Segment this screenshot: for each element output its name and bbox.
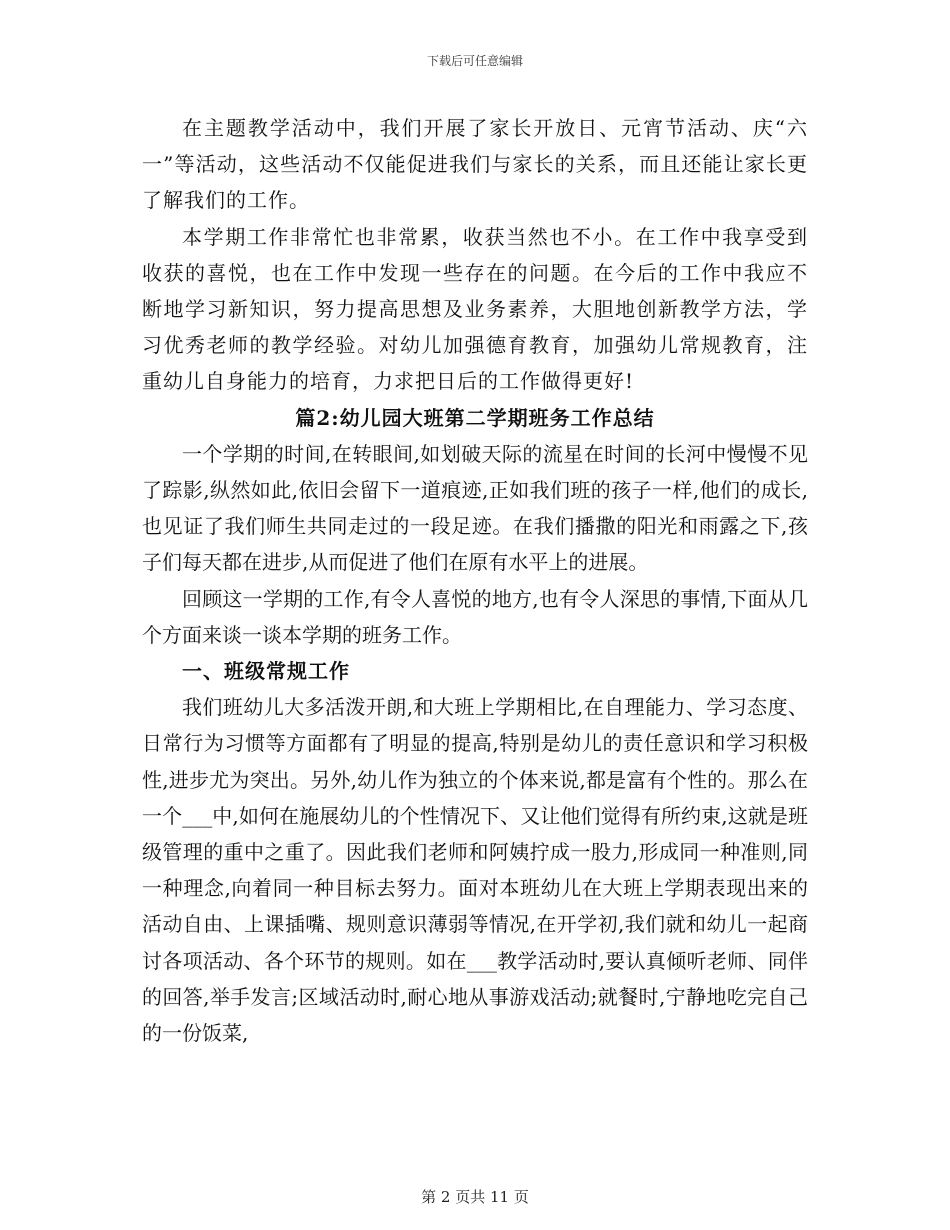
subheading-class-routine: 一、班级常规工作 — [182, 659, 350, 684]
paragraph-semester-summary: 本学期工作非常忙也非常累，收获当然也不小。在工作中我享受到收获的喜悦，也在工作中发现一些存在的问题。在今后的工作中我应不断地学习新知识，努力提高思想及业务素养，大胆地创新教学方法，学习优秀老师的教学经验。对幼儿加强德育教育，加强幼儿常规教育，注重幼儿自身能力的培育，力求把日后的工作做得更好! — [142, 224, 808, 394]
section-title: 篇2:幼儿园大班第二学期班务工作总结 — [295, 405, 655, 430]
paragraph-class-routine: 我们班幼儿大多活泼开朗,和大班上学期相比,在自理能力、学习态度、日常行为习惯等方面都有了明显的提高,特别是幼儿的责任意识和学习积极性,进步尤为突出。另外,幼儿作为独立的个体来说,都是富有个性的。那么在一个___中,如何在施展幼儿的个性情况下、又让他们觉得有所约束,这就是班级管理的重中之重了。因此我们老师和阿姨拧成一股力,形成同一种准则,同一种理念,向着同一种目标去努力。面对本班幼儿在大班上学期表现出来的活动自由、上课插嘴、规则意识薄弱等情况,在开学初,我们就和幼儿一起商讨各项活动、各个环节的规则。如在___教学活动时,要认真倾听老师、同伴的回答,举手发言;区域活动时,耐心地从事游戏活动;就餐时,宁静地吃完自己的一份饭菜, — [142, 695, 808, 1046]
paragraph-review: 回顾这一学期的工作,有令人喜悦的地方,也有令人深思的事情,下面从几个方面来谈一谈本学期的班务工作。 — [142, 586, 808, 647]
page-footer: 第 2 页共 11 页 — [421, 1188, 529, 1206]
paragraph-activities: 在主题教学活动中，我们开展了家长开放日、元宵节活动、庆“六一”等活动，这些活动不仅能促进我们与家长的关系，而且还能让家长更了解我们的工作。 — [142, 116, 808, 213]
paragraph-intro: 一个学期的时间,在转眼间,如划破天际的流星在时间的长河中慢慢不见了踪影,纵然如此,依旧会留下一道痕迹,正如我们班的孩子一样,他们的成长,也见证了我们师生共同走过的一段足迹。在我们播撒的阳光和雨露之下,孩子们每天都在进步,从而促进了他们在原有水平上的进展。 — [142, 441, 808, 575]
document-body — [142, 110, 808, 1051]
page-header: 下载后可任意编辑 — [426, 54, 523, 68]
